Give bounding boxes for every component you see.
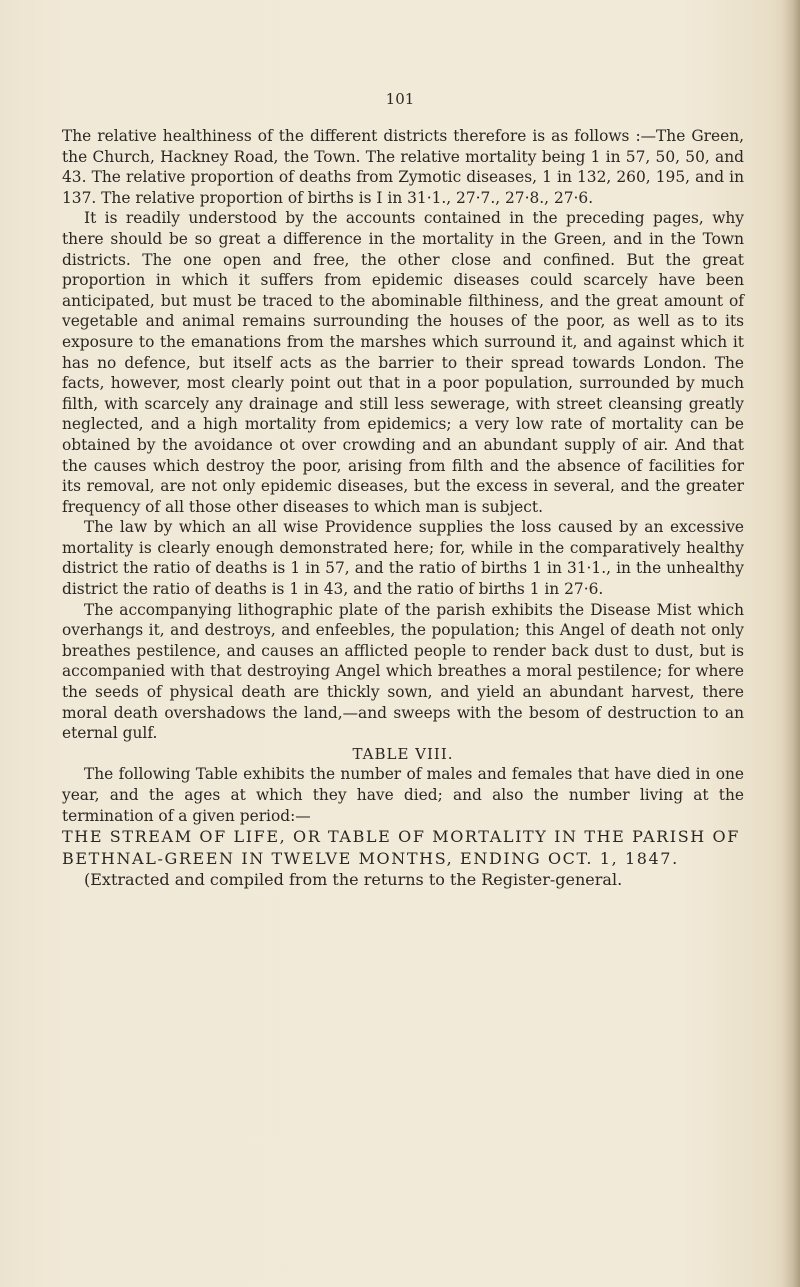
page-edge-shadow bbox=[782, 0, 800, 1287]
paragraph-mortality-difference: It is readily understood by the accounts contained in the preceding pages, why there should be so great a difference in the mortality in the Green, and in the Town districts. The one open and free, the other close and confined. But the great proportion in which it suffers from epidemic diseases could scarcely have been anticipated, but must be traced to the abominable filthiness, and the great amount of vegetable and animal remains surrounding the houses of the poor, as well as to its exposure to the emanations from the marshes which surround it, and against which it has no defence, but itself acts as the barrier to their spread towards London. The facts, however, most clearly point out that in a poor population, surrounded by much filth, with scarcely any drainage and still less sewerage, with street cleansing greatly neglected, and a high mortality from epidemics; a very low rate of mortality can be obtained by the avoidance ot over crowding and an abundant supply of air. And that the causes which destroy the poor, arising from filth and the absence of facilities for its removal, are not only epidemic diseases, but the excess in several, and the greater frequency of all those other diseases to which man is subject. bbox=[62, 209, 744, 516]
page-number: 101 bbox=[385, 90, 415, 108]
paragraph-providence-law: The law by which an all wise Providence supplies the loss caused by an excessive mortality is clearly enough demonstrated here; for, while in the comparatively healthy district the ratio of deaths is 1 in 57, and the ratio of births 1 in 31·1., in the unhealthy district the ratio of deaths is 1 in 43, and the ratio of births 1 in 27·6. bbox=[62, 518, 744, 599]
table-source-note: (Extracted and compiled from the returns to the Register-general. bbox=[84, 870, 623, 890]
table-title: THE STREAM OF LIFE, OR TABLE OF MORTALITY IN THE PARISH OF BETHNAL-GREEN IN TWELVE MONTHS, ENDING OCT. 1, 1847. bbox=[62, 827, 740, 869]
paragraph-relative-healthiness: The relative healthiness of the different districts therefore is as follows :—The Green, the Church, Hackney Road, the Town. The relative mortality being 1 in 57, 50, 50, and 43. The relative proportion of deaths from Zymotic diseases, 1 in 132, 260, 195, and in 137. The relative proportion of births is I in 31·1., 27·7., 27·8., 27·6. bbox=[62, 127, 744, 207]
table-intro: The following Table exhibits the number of males and females that have died in one year, and the ages at which they have died; and also the number living at the termination of a given period:— bbox=[62, 765, 744, 825]
page-body bbox=[62, 126, 744, 891]
paragraph-disease-mist: The accompanying lithographic plate of the parish exhibits the Disease Mist which overhangs it, and destroys, and enfeebles, the population; this Angel of death not only breathes pestilence, and causes an afflicted people to render back dust to dust, but is accompanied with that destroying Angel which breathes a moral pestilence; for where the seeds of physical death are thickly sown, and yield an abundant harvest, there moral death overshadows the land,—and sweeps with the besom of destruction to an eternal gulf. bbox=[62, 600, 744, 743]
table-heading: TABLE VIII. bbox=[352, 744, 454, 763]
